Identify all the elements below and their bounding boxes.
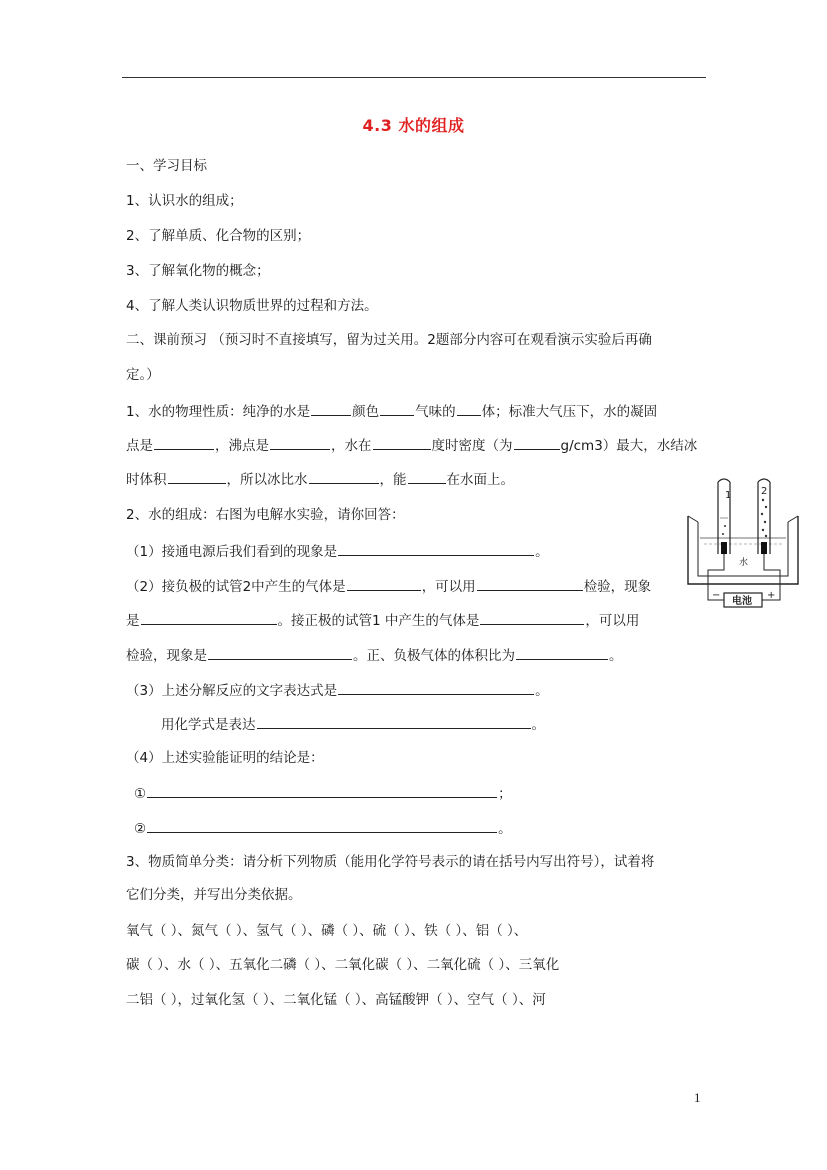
plus-sign: + (767, 590, 776, 601)
blank[interactable] (141, 610, 277, 625)
q2-part-4: （4）上述实验能证明的结论是： (126, 750, 324, 766)
q1-text: ，所以冰比水 (226, 472, 308, 488)
battery-label: 电池 (732, 596, 752, 607)
q2-text: 。 (535, 683, 549, 699)
q2-text: 。 (609, 648, 623, 664)
q3-line-1: 3、物质简单分类：请分析下列物质（能用化学符号表示的请在括号内写出符号），试着将 (126, 854, 655, 870)
blank[interactable] (347, 576, 421, 591)
q2-text: ，可以用 (421, 579, 476, 595)
q2-text: 检验，现象是 (126, 648, 207, 664)
q2-conclusion-2 (134, 818, 512, 838)
objective-2: 2、了解单质、化合物的区别； (126, 228, 311, 244)
blank[interactable] (380, 401, 414, 416)
q3-substances-1: 氧气（ ）、氮气（ ）、氢气（ ）、磷（ ）、硫（ ）、铁（ ）、铝（ ）、 (126, 923, 528, 939)
q2-text: 。 (531, 717, 545, 733)
q2-text: ② (134, 821, 147, 837)
tube-1-label: 1 (725, 490, 732, 501)
q1-text: 体；标准大气压下，水的凝固 (481, 404, 658, 420)
header-rule (122, 77, 706, 78)
blank[interactable] (257, 714, 531, 729)
blank[interactable] (309, 469, 379, 484)
blank[interactable] (147, 818, 497, 833)
q2-part-2-line-1 (126, 576, 651, 596)
q1-text: 度时密度（为 (431, 438, 513, 454)
objective-3: 3、了解氧化物的概念； (126, 263, 270, 279)
q2-part-2-line-3 (126, 645, 623, 665)
page-title: 4.3 水的组成 (362, 116, 465, 135)
q2-text: （3）上述分解反应的文字表达式是 (126, 683, 338, 699)
q2-text: 用化学式是表达 (161, 717, 256, 733)
electrolysis-diagram (684, 474, 802, 614)
blank[interactable] (147, 783, 497, 798)
q2-part-2-line-2 (126, 610, 639, 630)
objective-1: 1、认识水的组成； (126, 193, 243, 209)
blank[interactable] (208, 645, 352, 660)
q2-text: 。正、负极气体的体积比为 (353, 648, 515, 664)
tube-2-label: 2 (761, 486, 768, 497)
electrolysis-svg (684, 474, 802, 614)
q2-text: ； (498, 786, 512, 802)
objective-4: 4、了解人类认识物质世界的过程和方法。 (126, 298, 378, 314)
q2-text: ，可以用 (585, 613, 640, 629)
blank[interactable] (480, 610, 584, 625)
q2-text: 。 (535, 544, 549, 560)
minus-sign: − (712, 590, 721, 601)
q2-conclusion-1 (134, 783, 512, 803)
blank[interactable] (408, 469, 446, 484)
q2-text: 。 (498, 821, 512, 837)
blank[interactable] (477, 576, 583, 591)
q1-text: g/cm3）最大，水结冰 (560, 438, 698, 454)
q2-part-1 (126, 541, 549, 561)
q1-line-3 (126, 469, 514, 489)
blank[interactable] (514, 435, 560, 450)
q1-text: ，水在 (331, 438, 372, 454)
blank[interactable] (168, 469, 226, 484)
blank[interactable] (270, 435, 330, 450)
blank[interactable] (516, 645, 608, 660)
q1-line-2 (126, 435, 697, 455)
q1-text: 气味的 (415, 404, 456, 420)
blank[interactable] (338, 541, 534, 556)
page-number: 1 (694, 1090, 701, 1105)
blank[interactable] (311, 401, 351, 416)
q3-substances-3: 二铝（ ），过氧化氢（ ）、二氧化锰（ ）、高锰酸钾（ ）、空气（ ）、河 (126, 992, 546, 1008)
blank[interactable] (457, 401, 481, 416)
water-label: 水 (739, 558, 749, 568)
blank[interactable] (373, 435, 431, 450)
q1-text: 时体积 (126, 472, 167, 488)
q1-text: 1、水的物理性质：纯净的水是 (126, 404, 311, 420)
q2-part-3-line-2 (161, 714, 545, 734)
q2-text: （1）接通电源后我们看到的现象是 (126, 544, 338, 560)
q1-text: 在水面上。 (446, 472, 514, 488)
q1-text: 颜色 (352, 404, 380, 420)
section-heading-preview-cont: 定。） (126, 367, 160, 383)
blank[interactable] (338, 680, 534, 695)
q2-text: 。接正极的试管1 中产生的气体是 (277, 613, 480, 629)
q1-line-1 (126, 401, 657, 421)
q2-part-3-line-1 (126, 680, 549, 700)
q2-text: ① (134, 786, 147, 802)
q3-line-2: 它们分类，并写出分类依据。 (126, 887, 302, 903)
blank[interactable] (154, 435, 214, 450)
q1-text: 点是 (126, 438, 153, 454)
section-heading-objectives: 一、学习目标 (126, 158, 207, 174)
q1-text: ，沸点是 (215, 438, 269, 454)
q3-substances-2: 碳（ ）、水（ ）、五氧化二磷（ ）、二氧化碳（ ）、二氧化硫（ ）、三氧化 (126, 957, 560, 973)
q2-intro: 2、水的组成：右图为电解水实验，请你回答： (126, 507, 405, 523)
q2-text: 是 (126, 613, 140, 629)
q1-text: ，能 (379, 472, 407, 488)
section-heading-preview: 二、课前预习 （预习时不直接填写，留为过关用。2题部分内容可在观看演示实验后再确 (126, 332, 652, 348)
q2-text: 检验，现象 (583, 579, 652, 595)
q2-text: （2）接负极的试管2中产生的气体是 (126, 579, 346, 595)
